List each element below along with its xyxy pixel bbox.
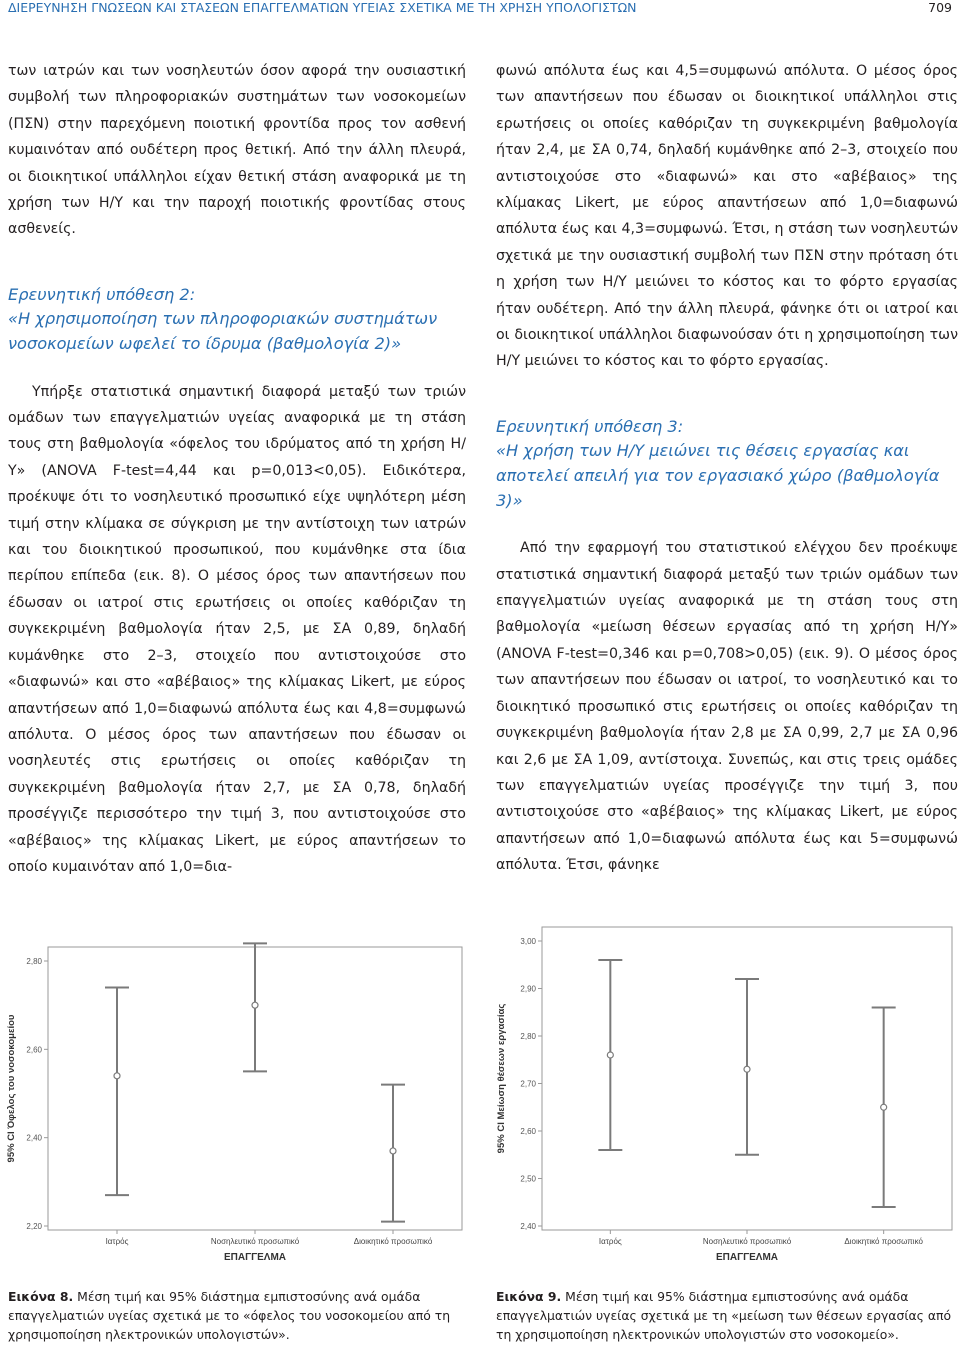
left-column xyxy=(8,58,466,880)
x-tick-label: Ιατρός xyxy=(105,1237,129,1246)
y-tick-label: 2,90 xyxy=(520,984,536,994)
figure-8-chart xyxy=(0,905,470,1275)
hypothesis-2-line3: νοσοκομείων ωφελεί το ίδρυμα (βαθμολογία 2)» xyxy=(8,334,402,354)
y-tick-label: 2,40 xyxy=(26,1133,42,1143)
x-axis-label: ΕΠΑΓΓΕΛΜΑ xyxy=(223,1252,287,1263)
hypothesis-3-heading xyxy=(496,415,958,513)
page-number: 709 xyxy=(928,0,952,15)
hypothesis-2-line2: «Η χρησιμοποίηση των πληροφοριακών συστημάτων xyxy=(8,309,438,329)
y-tick-label: 2,50 xyxy=(520,1174,536,1184)
running-header xyxy=(8,0,952,18)
y-tick-label: 2,80 xyxy=(520,1032,536,1041)
figure-8-label: Εικόνα 8. xyxy=(8,1289,74,1304)
x-axis-label: ΕΠΑΓΓΕΛΜΑ xyxy=(715,1252,779,1263)
figure-9-label: Εικόνα 9. xyxy=(496,1289,562,1304)
hypothesis-3-title: Ερευνητική υπόθεση 3: xyxy=(496,416,684,436)
x-tick-label: Διοικητικό προσωπικό xyxy=(844,1237,923,1246)
right-paragraph-1: φωνώ απόλυτα έως και 4,5=συμφωνώ απόλυτα. Ο μέσος όρος των απαντήσεων που έδωσαν οι διοικητικοί υπάλληλοι στις ερωτήσεις οι οποίες καθόριζαν τη συγκεκριμένη βαθμολογία ήταν 2,4, με ΣΑ 0,74, δηλαδή κυμάνθηκε από 2–3, στοιχείο που αντιστοιχούσε στο «διαφωνώ» και στο «αβέβαιος» της κλίμακας Likert, με εύρος απαντήσεων από 1,0=διαφωνώ απόλυτα έως και 4,3=συμφωνώ. Έτσι, η στάση των νοσηλευτών σχετικά με την ουσιαστική συμβολή των ΠΣΝ στην πρόταση ότι η χρήση των Η/Υ μειώνει το κόστος και το φόρτο εργασίας ήταν ουδέτερη. Από την άλλη πλευρά, φάνηκε ότι οι ιατροί και οι διοικητικοί υπάλληλοι διαφωνούσαν ότι η χρησιμοποίηση των Η/Υ μειώνει το κόστος και το φόρτο εργασίας. xyxy=(496,63,958,370)
y-axis-label: 95% CI Μείωση θέσεων εργασίας xyxy=(496,1003,507,1154)
hypothesis-2-heading xyxy=(8,283,466,357)
mean-point xyxy=(252,1002,258,1008)
figure-8-caption-text: Μέση τιμή και 95% διάστημα εμπιστοσύνης ανά ομάδα επαγγελματιών υγείας σχετικά με το «όφελος του νοσοκομείου από τη χρησιμοποίηση ηλεκτρονικών υπολογιστών». xyxy=(8,1289,451,1342)
left-paragraph-2: Υπήρξε στατιστικά σημαντική διαφορά μεταξύ των τριών ομάδων των επαγγελματιών υγείας αναφορικά με τη στάση τους στη βαθμολογία «όφελος του ιδρύματος από τη χρήση Η/Υ» (ANOVA F-test=4,44 και p=0,013<0,05). Ειδικότερα, προέκυψε ότι το νοσηλευτικό προσωπικό είχε υψηλότερη μέση τιμή στην κλίμακα σε σύγκριση με την αντίστοιχη των ιατρών και του διοικητικού προσωπικού, που κυμάνθηκε στα ίδια περίπου επίπεδα (εικ. 8). Ο μέσος όρος των απαντήσεων που έδωσαν οι ιατροί στις ερωτήσεις οι οποίες καθόριζαν τη συγκεκριμένη βαθμολογία ήταν 2,5, με ΣΑ 0,89, δηλαδή κυμάνθηκε στο 2–3, στοιχείο που αντιστοιχούσε στο «διαφωνώ» και στο «αβέβαιος» της κλίμακας Likert, με εύρος απαντήσεων από 1,0=διαφωνώ απόλυτα έως και 4,8=συμφωνώ απόλυτα. Ο μέσος όρος των απαντήσεων που έδωσαν οι νοσηλευτές στις ερωτήσεις οι οποίες καθόριζαν τη συγκεκριμένη βαθμολογία ήταν 2,7, με ΣΑ 0,78, δηλαδή προσέγγιζε περισσότερο την τιμή 3, που αντιστοιχούσε στο «αβέβαιος» της κλίμακας Likert, με εύρος απαντήσεων το οποίο κυμαινόταν από 1,0=δια- xyxy=(8,383,466,875)
y-tick-label: 2,80 xyxy=(26,957,42,966)
hypothesis-3-line2: «Η χρήση των Η/Υ μειώνει τις θέσεις εργασίας και xyxy=(496,441,910,461)
hypothesis-2-title: Ερευνητική υπόθεση 2: xyxy=(8,284,196,304)
x-tick-label: Διοικητικό προσωπικό xyxy=(353,1237,433,1246)
left-paragraph-1: των ιατρών και των νοσηλευτών όσον αφορά την ουσιαστική συμβολή των πληροφοριακών συστημάτων των νοσοκομείων (ΠΣΝ) στην παρεχόμενη ποιοτική φροντίδα προς τον ασθενή κυμαινόταν από ουδέτερη προς θετική. Από την άλλη πλευρά, οι διοικητικοί υπάλληλοι είχαν θετική στάση αναφορικά με τη χρήση των Η/Υ και την παροχή ποιοτικής φροντίδας στους ασθενείς. xyxy=(8,63,466,238)
mean-point xyxy=(607,1052,613,1058)
mean-point xyxy=(881,1104,887,1110)
y-tick-label: 2,60 xyxy=(520,1127,536,1136)
figure-8-caption xyxy=(8,1287,466,1344)
right-column xyxy=(496,58,958,879)
mean-point xyxy=(114,1073,120,1079)
mean-point xyxy=(744,1066,750,1072)
figure-9-caption-text: Μέση τιμή και 95% διάστημα εμπιστοσύνης ανά ομάδα επαγγελματιών υγείας σχετικά με τη «μείωση των θέσεων εργασίας από τη χρησιμοποίηση ηλεκτρονικών υπολογιστών στο νοσοκομείο». xyxy=(496,1289,952,1342)
figure-9-caption xyxy=(496,1287,958,1344)
x-tick-label: Ιατρός xyxy=(598,1237,622,1246)
x-tick-label: Νοσηλευτικό προσωπικό xyxy=(702,1237,792,1246)
right-paragraph-2: Από την εφαρμογή του στατιστικού ελέγχου δεν προέκυψε στατιστικά σημαντική διαφορά μεταξύ των τριών ομάδων των επαγγελματιών υγείας αναφορικά με τη στάση τους στη βαθμολογία «μείωση θέσεων εργασίας από τη χρήση Η/Υ» (ANOVA F-test=0,346 και p=0,708>0,05) (εικ. 9). Ο μέσος όρος των απαντήσεων που έδωσαν οι ιατροί, το νοσηλευτικό και το διοικητικό προσωπικό στις ερωτήσεις οι οποίες καθόριζαν τη συγκεκριμένη βαθμολογία ήταν 2,8 με ΣΑ 0,99, 2,7 με ΣΑ 0,96 και 2,6 με ΣΑ 1,09, αντίστοιχα. Συνεπώς, και στις τρεις ομάδες των επαγγελματιών υγείας προσέγγιζε την τιμή 3, που αντιστοιχούσε στο «αβέβαιος» της κλίμακας Likert, με εύρος απαντήσεων από 1,0=διαφωνώ απόλυτα έως και 5=συμφωνώ απόλυτα. Έτσι, φάνηκε xyxy=(496,540,958,874)
hypothesis-3-line3: αποτελεί απειλή για τον εργασιακό χώρο (βαθμολογία 3)» xyxy=(496,466,940,510)
y-tick-label: 2,60 xyxy=(26,1045,42,1055)
y-axis-label: 95% CI Όφελος του νοσοκομείου xyxy=(6,1014,17,1163)
mean-point xyxy=(390,1148,396,1154)
x-tick-label: Νοσηλευτικό προσωπικό xyxy=(210,1237,300,1246)
running-title: ΔΙΕΡΕΥΝΗΣΗ ΓΝΩΣΕΩΝ ΚΑΙ ΣΤΑΣΕΩΝ ΕΠΑΓΓΕΛΜΑΤΙΩΝ ΥΓΕΙΑΣ ΣΧΕΤΙΚΑ ΜΕ ΤΗ ΧΡΗΣΗ ΥΠΟΛΟΓΙΣΤΩΝ xyxy=(8,0,637,15)
y-tick-label: 2,70 xyxy=(520,1079,536,1089)
figure-9-chart xyxy=(490,905,960,1275)
y-tick-label: 3,00 xyxy=(520,937,536,946)
y-tick-label: 2,40 xyxy=(520,1222,536,1231)
y-tick-label: 2,20 xyxy=(26,1222,42,1231)
